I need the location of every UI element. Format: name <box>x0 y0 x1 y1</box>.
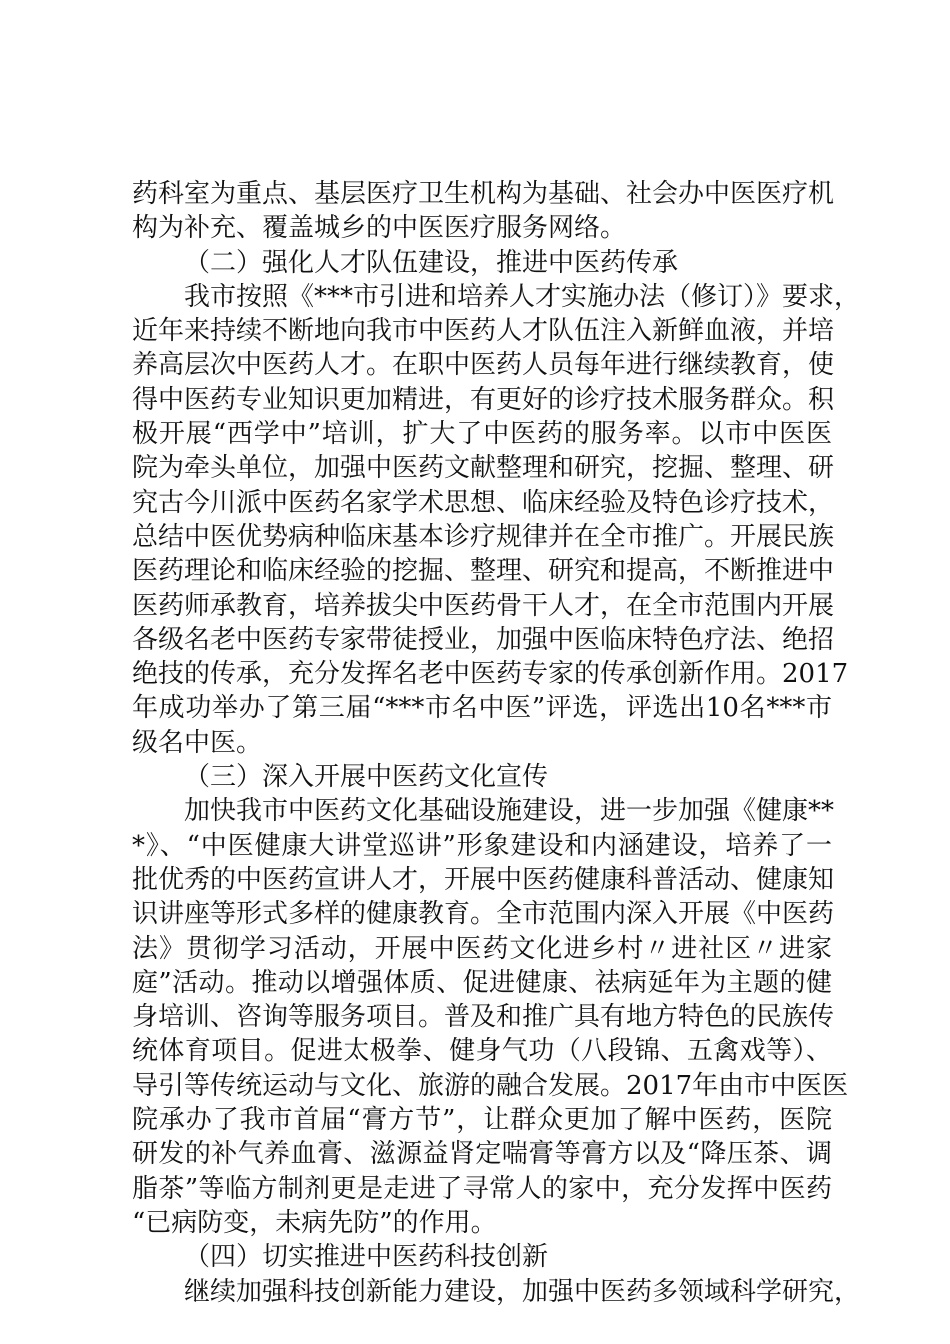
body-line: 绝技的传承，充分发挥名老中医药专家的传承创新作用。2017 <box>132 659 849 690</box>
body-line: 庭”活动。推动以增强体质、促进健康、祛病延年为主题的健 <box>132 967 832 998</box>
body-line: 脂茶”等临方制剂更是走进了寻常人的家中，充分发挥中医药 <box>132 1173 832 1204</box>
body-line: 医药师承教育，培养拔尖中医药骨干人才，在全市范围内开展 <box>132 590 835 621</box>
section-heading: （二）强化人才队伍建设，推进中医药传承 <box>184 247 679 278</box>
body-line: 继续加强科技创新能力建设，加强中医药多领域科学研究， <box>184 1276 861 1307</box>
body-line: 极开展“西学中”培训，扩大了中医药的服务率。以市中医医 <box>132 419 832 450</box>
body-line: 导引等传统运动与文化、旅游的融合发展。2017年由市中医医 <box>132 1070 849 1101</box>
body-line: 总结中医优势病种临床基本诊疗规律并在全市推广。开展民族 <box>132 521 835 552</box>
body-line: 药科室为重点、基层医疗卫生机构为基础、社会办中医医疗机 <box>132 179 835 209</box>
body-line: 识讲座等形式多样的健康教育。全市范围内深入开展《中医药 <box>132 899 835 930</box>
body-line: *》、“中医健康大讲堂巡讲”形象建设和内涵建设，培养了一 <box>132 830 832 861</box>
body-line: “已病防变，未病先防”的作用。 <box>132 1207 497 1238</box>
body-line: 年成功举办了第三届“***市名中医”评选，评选出10名***市 <box>132 693 832 724</box>
body-line: 各级名老中医药专家带徒授业，加强中医临床特色疗法、绝招 <box>132 624 835 655</box>
body-line: 得中医药专业知识更加精进，有更好的诊疗技术服务群众。积 <box>132 384 835 415</box>
body-line: 院为牵头单位，加强中医药文献整理和研究，挖掘、整理、研 <box>132 453 835 484</box>
section-heading: （三）深入开展中医药文化宣传 <box>184 762 549 793</box>
body-line: 法》贯彻学习活动，开展中医药文化进乡村〃进社区〃进家 <box>132 933 832 964</box>
section-heading: （四）切实推进中医药科技创新 <box>184 1242 549 1273</box>
body-line: 身培训、咨询等服务项目。普及和推广具有地方特色的民族传 <box>132 1002 835 1033</box>
body-line: 统体育项目。促进太极拳、健身气功（八段锦、五禽戏等）、 <box>132 1036 832 1067</box>
document-body <box>132 177 861 1309</box>
body-line: 医药理论和临床经验的挖掘、整理、研究和提高，不断推进中 <box>132 556 835 587</box>
body-line: 养高层次中医药人才。在职中医药人员每年进行继续教育，使 <box>132 350 835 381</box>
body-line: 构为补充、覆盖城乡的中医医疗服务网络。 <box>132 213 627 244</box>
body-line: 研发的补气养血膏、滋源益肾定喘膏等膏方以及“降压茶、调 <box>132 1139 832 1170</box>
body-line: 批优秀的中医药宣讲人才，开展中医药健康科普活动、健康知 <box>132 864 835 895</box>
body-line: 加快我市中医药文化基础设施建设，进一步加强《健康** <box>184 796 835 827</box>
body-line: 我市按照《***市引进和培养人才实施办法（修订）》要求， <box>184 281 861 312</box>
body-line: 院承办了我市首届“膏方节”，让群众更加了解中医药，医院 <box>132 1105 832 1136</box>
body-line: 究古今川派中医药名家学术思想、临床经验及特色诊疗技术， <box>132 487 835 518</box>
body-line: 近年来持续不断地向我市中医药人才队伍注入新鲜血液，并培 <box>132 316 835 347</box>
body-line: 级名中医。 <box>132 727 263 758</box>
